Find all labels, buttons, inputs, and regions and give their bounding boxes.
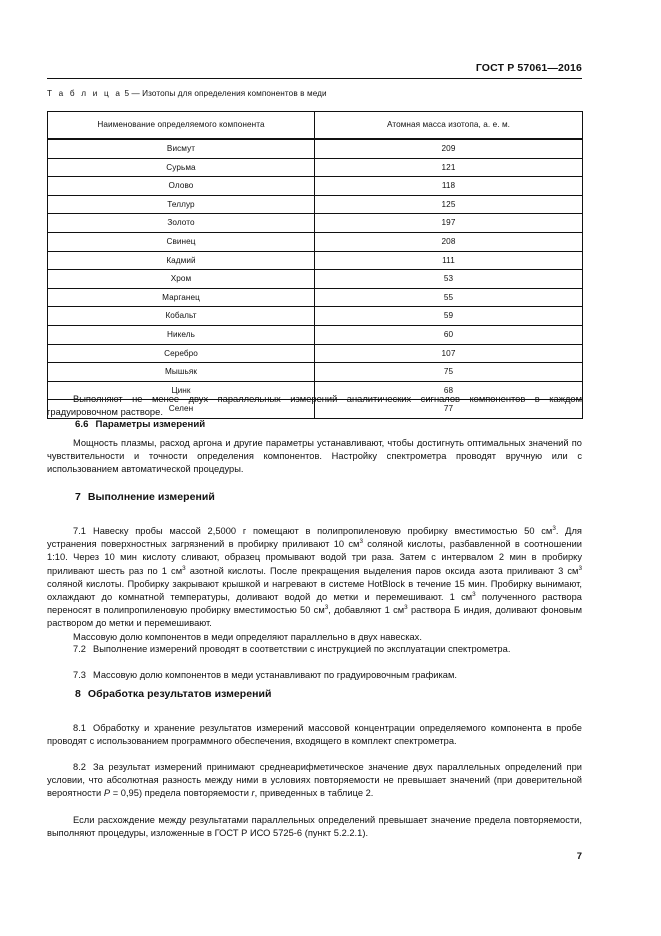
table-row (48, 344, 583, 363)
table-row (48, 139, 583, 158)
variable-p: P (103, 788, 111, 799)
cell-component: Висмут (48, 139, 315, 158)
table-caption-label: Т а б л и ц а (47, 89, 123, 98)
cell-isotope-mass: 77 (315, 400, 583, 419)
paragraph-7-1 (47, 525, 582, 644)
heading-section-8-line (47, 688, 582, 701)
cell-component: Мышьяк (48, 363, 315, 382)
table-row (48, 232, 583, 251)
item-7-1-text-6: полученного раствора переносят в полипропиленовую пробирку вместимостью 50 см (47, 592, 582, 616)
paragraph-6-6 (47, 437, 582, 477)
heading-section-7-line (47, 491, 582, 504)
paragraph-text (47, 525, 582, 631)
superscript-cubic-3: 3 (182, 564, 186, 572)
cell-isotope-mass: 60 (315, 325, 583, 344)
item-8-2-text-2: = 0,95) предела повторяемости (110, 788, 252, 799)
heading-section-7-number: 7 (75, 491, 81, 503)
variable-r: r (251, 788, 255, 799)
item-7-3-number: 7.3 (73, 670, 86, 680)
paragraph-text (47, 669, 582, 682)
superscript-cubic-7: 3 (404, 604, 408, 612)
cell-component: Кадмий (48, 251, 315, 270)
cell-component: Селен (48, 400, 315, 419)
item-7-1-text-8: раствора Б индия, доливают фоновым раствором до метки и перемешивают. (47, 605, 582, 629)
column-header-isotope-mass: Атомная масса изотопа, а. е. м. (315, 112, 583, 140)
table-row (48, 270, 583, 289)
item-8-2-text-3: , приведенных в таблице 2. (254, 788, 374, 799)
heading-6-6-title: Параметры измерений (95, 419, 206, 430)
cell-component: Хром (48, 270, 315, 289)
cell-isotope-mass: 208 (315, 232, 583, 251)
paragraph-7-2 (47, 643, 582, 656)
page-number: 7 (576, 851, 582, 862)
paragraph-text: Выполняют не менее двух параллельных измерений аналитических сигналов компонентов в каждом градуировочном растворе. (47, 394, 582, 418)
cell-component: Серебро (48, 344, 315, 363)
heading-6-6 (47, 418, 582, 431)
cell-isotope-mass: 55 (315, 288, 583, 307)
paragraph-mass-fraction: Массовую долю компонентов в меди определяют параллельно в двух навесках. (73, 631, 422, 642)
cell-isotope-mass: 121 (315, 158, 583, 177)
item-7-1-number: 7.1 (73, 526, 86, 536)
column-header-component: Наименование определяемого компонента (48, 112, 315, 140)
item-7-1-text-7: , добавляют 1 см (328, 605, 405, 616)
item-8-2-number: 8.2 (73, 762, 86, 772)
cell-isotope-mass: 107 (315, 344, 583, 363)
item-8-2-text-1: За результат измерений принимают среднеарифметическое значение двух параллельных определений при условии, что абсолютная разность между ними в условиях повторяемости не превышает значений (при доверительной вероятности (47, 762, 582, 799)
isotope-table (47, 111, 583, 419)
paragraph-final (47, 814, 582, 840)
cell-isotope-mass: 75 (315, 363, 583, 382)
table-row (48, 195, 583, 214)
heading-section-7-title: Выполнение измерений (87, 491, 215, 503)
paragraph-text: Мощность плазмы, расход аргона и другие параметры устанавливают, чтобы достигнуть оптимальных значений по чувствительности и точности определения компонентов. Настройку спектрометра проводят вручную или с использованием автоматической процедуры. (47, 438, 582, 475)
paragraph-text (47, 722, 582, 748)
cell-isotope-mass: 59 (315, 307, 583, 326)
heading-6-6-number: 6.6 (75, 419, 89, 430)
cell-isotope-mass: 197 (315, 214, 583, 233)
superscript-cubic-1: 3 (552, 524, 556, 532)
cell-component: Свинец (48, 232, 315, 251)
cell-component: Кобальт (48, 307, 315, 326)
item-7-2-text: Выполнение измерений проводят в соответствии с инструкцией по эксплуатации спектрометра. (92, 644, 511, 654)
item-7-1-text-4: азотной кислоты. После прекращения выделения паров оксида азота приливают 3 см (185, 565, 579, 576)
item-7-3-text: Массовую долю компонентов в меди устанавливают по градуировочным графикам. (92, 670, 458, 680)
superscript-cubic-5: 3 (472, 590, 476, 598)
superscript-cubic-2: 3 (359, 538, 363, 546)
superscript-cubic-6: 3 (324, 604, 329, 612)
cell-component: Золото (48, 214, 315, 233)
table-caption-number: 5 (124, 89, 130, 98)
header-rule (47, 78, 582, 79)
table-caption (47, 89, 327, 98)
cell-component: Никель (48, 325, 315, 344)
heading-section-8-title: Обработка результатов измерений (87, 688, 272, 700)
paragraph-7-3 (47, 669, 582, 682)
table-row (48, 325, 583, 344)
table-row (48, 307, 583, 326)
paragraph-after-table (47, 393, 582, 419)
cell-component: Цинк (48, 381, 315, 400)
table-body (48, 139, 583, 418)
table-row (48, 214, 583, 233)
heading-section-7 (47, 491, 582, 504)
cell-isotope-mass: 53 (315, 270, 583, 289)
table-header-row (48, 112, 583, 140)
paragraph-8-1 (47, 722, 582, 748)
cell-component: Сурьма (48, 158, 315, 177)
paragraph-text (47, 761, 582, 801)
cell-component: Олово (48, 177, 315, 196)
cell-isotope-mass: 209 (315, 139, 583, 158)
paragraph-8-2 (47, 761, 582, 801)
standard-number: ГОСТ Р 57061—2016 (475, 62, 582, 74)
heading-6-6-line (47, 418, 582, 431)
table-row (48, 251, 583, 270)
table-caption-dash: — (131, 89, 140, 98)
table-row (48, 177, 583, 196)
item-7-2-number: 7.2 (73, 644, 86, 654)
item-7-1-text-1: Навеску пробы массой 2,5000 г помещают в полипропиленовую пробирку вместимостью 50 см (92, 526, 553, 536)
cell-isotope-mass: 125 (315, 195, 583, 214)
table-row (48, 288, 583, 307)
cell-component: Теллур (48, 195, 315, 214)
item-8-1-number: 8.1 (73, 723, 86, 733)
table-caption-title: Изотопы для определения компонентов в меди (142, 89, 327, 98)
cell-isotope-mass: 111 (315, 251, 583, 270)
item-7-1-text-2: . Для устранения поверхностных загрязнений в пробирку приливают 10 см (47, 526, 582, 550)
table-row (48, 158, 583, 177)
paragraph-text (47, 643, 582, 656)
item-8-1-text: Обработку и хранение результатов измерений массовой концентрации определяемого компонента в пробе проводят с использованием программного обеспечения, входящего в комплект спектрометра. (47, 723, 582, 747)
cell-component: Марганец (48, 288, 315, 307)
item-7-1-text-5: соляной кислоты. Пробирку закрывают крышкой и нагревают в системе HotBlock в течение 15 мин. Пробирку вынимают, охлаждают до комнатной температуры, доливают водой до метки и перемешивают. 1 см (47, 578, 582, 603)
paragraph-text: Если расхождение между результатами параллельных определений превышает значение предела повторяемости, выполняют процедуры, изложенные в ГОСТ Р ИСО 5725-6 (пункт 5.2.2.1). (47, 815, 582, 839)
superscript-cubic-4: 3 (578, 564, 583, 572)
heading-section-8 (47, 688, 582, 701)
cell-isotope-mass: 68 (315, 381, 583, 400)
heading-section-8-number: 8 (75, 688, 81, 700)
item-7-1-text-3: соляной кислоты, разбавленной в соотношении 1:10. Через 10 мин кислоту сливают, образец промывают водой три раза. Затем с интервалом 2 мин в пробирку приливают шесть раз по 1 см (47, 539, 582, 576)
cell-isotope-mass: 118 (315, 177, 583, 196)
table-row (48, 363, 583, 382)
running-header (47, 58, 582, 76)
